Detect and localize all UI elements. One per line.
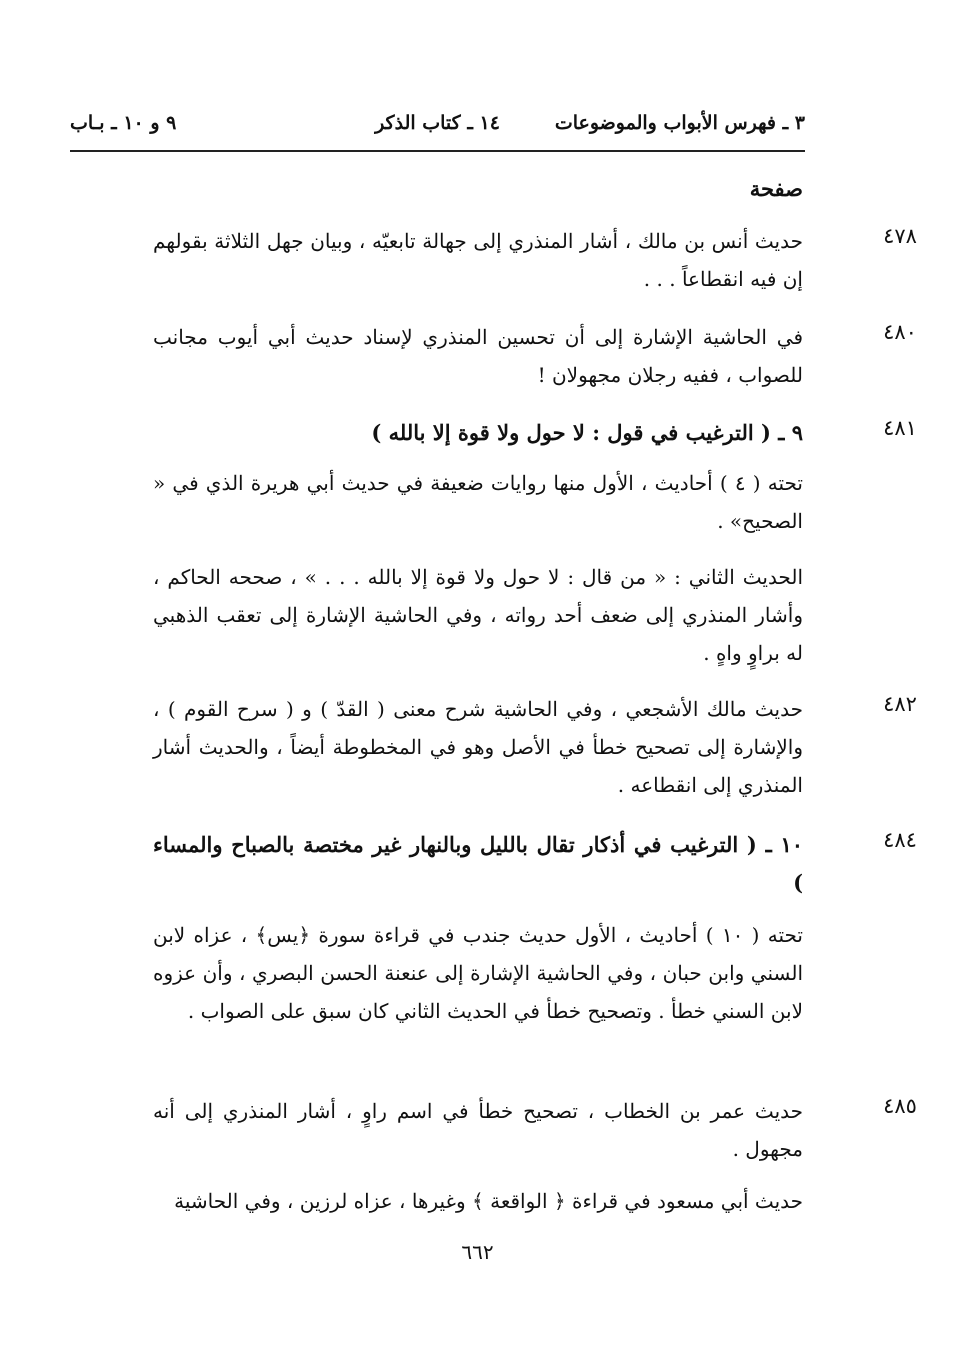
entry-text: تحته ( ١٠ ) أحاديث ، الأول حديث جندب في قراءة سورة ﴿يس﴾ ، عزاه لابن السني وابن حبان ، وفي الحاشية الإشارة إلى عنعنة الحسن البصري ، وأن عزوه لابن السني خطأ . وتصحيح خطأ في الحديث الثاني كان سبق على الصواب . [153, 923, 803, 1023]
entry-page-number: ٤٨٤ [883, 828, 917, 852]
index-entry [153, 826, 917, 902]
entry-text: حديث مالك الأشجعي ، وفي الحاشية شرح معنى ( القدّ ) و ( سرح القوم ) ، والإشارة إلى تصحيح خطأ في الأصل وهو في المخطوطة أيضاً ، والحديث أشار المنذري إلى انقطاعه . [153, 697, 803, 797]
index-entry [153, 318, 917, 394]
entry-text: حديث أنس بن مالك ، أشار المنذري إلى جهالة تابعيّه ، وبيان جهل الثلاثة بقولهم إن فيه انقطاعاً . . . [153, 229, 803, 291]
entry-page-number: ٤٨٢ [883, 692, 917, 716]
index-entry [153, 414, 917, 452]
header-chapter-range: ٩ و ١٠ ـ بـاب [70, 112, 177, 134]
page-column-label: صفحة [749, 176, 803, 201]
entry-text: تحته ( ٤ ) أحاديث ، الأول منها روايات ضعيفة في حديث أبي هريرة الذي في « الصحيح» . [153, 471, 803, 533]
index-entry [153, 558, 803, 672]
index-entry [153, 1092, 917, 1168]
index-entry [153, 690, 917, 804]
entry-page-number: ٤٧٨ [883, 224, 917, 248]
entry-page-number: ٤٨٠ [883, 320, 917, 344]
page-number: ٦٦٢ [461, 1240, 494, 1264]
index-entry [153, 1182, 803, 1220]
index-entry [153, 916, 803, 1030]
entry-page-number: ٤٨٥ [883, 1094, 917, 1118]
entry-text: حديث عمر بن الخطاب ، تصحيح خطأ في اسم راوٍ ، أشار المنذري إلى أنه مجهول . [153, 1099, 803, 1161]
header-section-title: ٣ ـ فهرس الأبواب والموضوعات [554, 112, 805, 134]
header-divider [70, 150, 805, 152]
section-heading: ١٠ ـ ( الترغيب في أذكار تقال بالليل وبالنهار غير مختصة بالصباح والمساء ) [153, 832, 803, 895]
index-entry [153, 222, 917, 298]
entry-text: حديث أبي مسعود في قراءة ﴿ الواقعة ﴾ وغيرها ، عزاه لرزين ، وفي الحاشية [174, 1189, 803, 1213]
entry-page-number: ٤٨١ [883, 416, 917, 440]
index-entry [153, 464, 803, 540]
entry-text: الحديث الثاني : « من قال : لا حول ولا قوة إلا بالله . . . » ، صححه الحاكم ، وأشار المنذري إلى ضعف أحد رواته ، وفي الحاشية الإشارة إلى تعقب الذهبي له براوٍ واهٍ . [153, 565, 803, 665]
section-heading: ٩ ـ ( الترغيب في قول : لا حول ولا قوة إلا بالله ) [371, 420, 803, 445]
running-header [70, 112, 805, 142]
header-book-title: ١٤ ـ كتاب الذكر [375, 112, 500, 134]
entry-text: في الحاشية الإشارة إلى أن تحسين المنذري لإسناد حديث أبي أيوب مجانب للصواب ، ففيه رجلان مجهولان ! [153, 325, 803, 387]
